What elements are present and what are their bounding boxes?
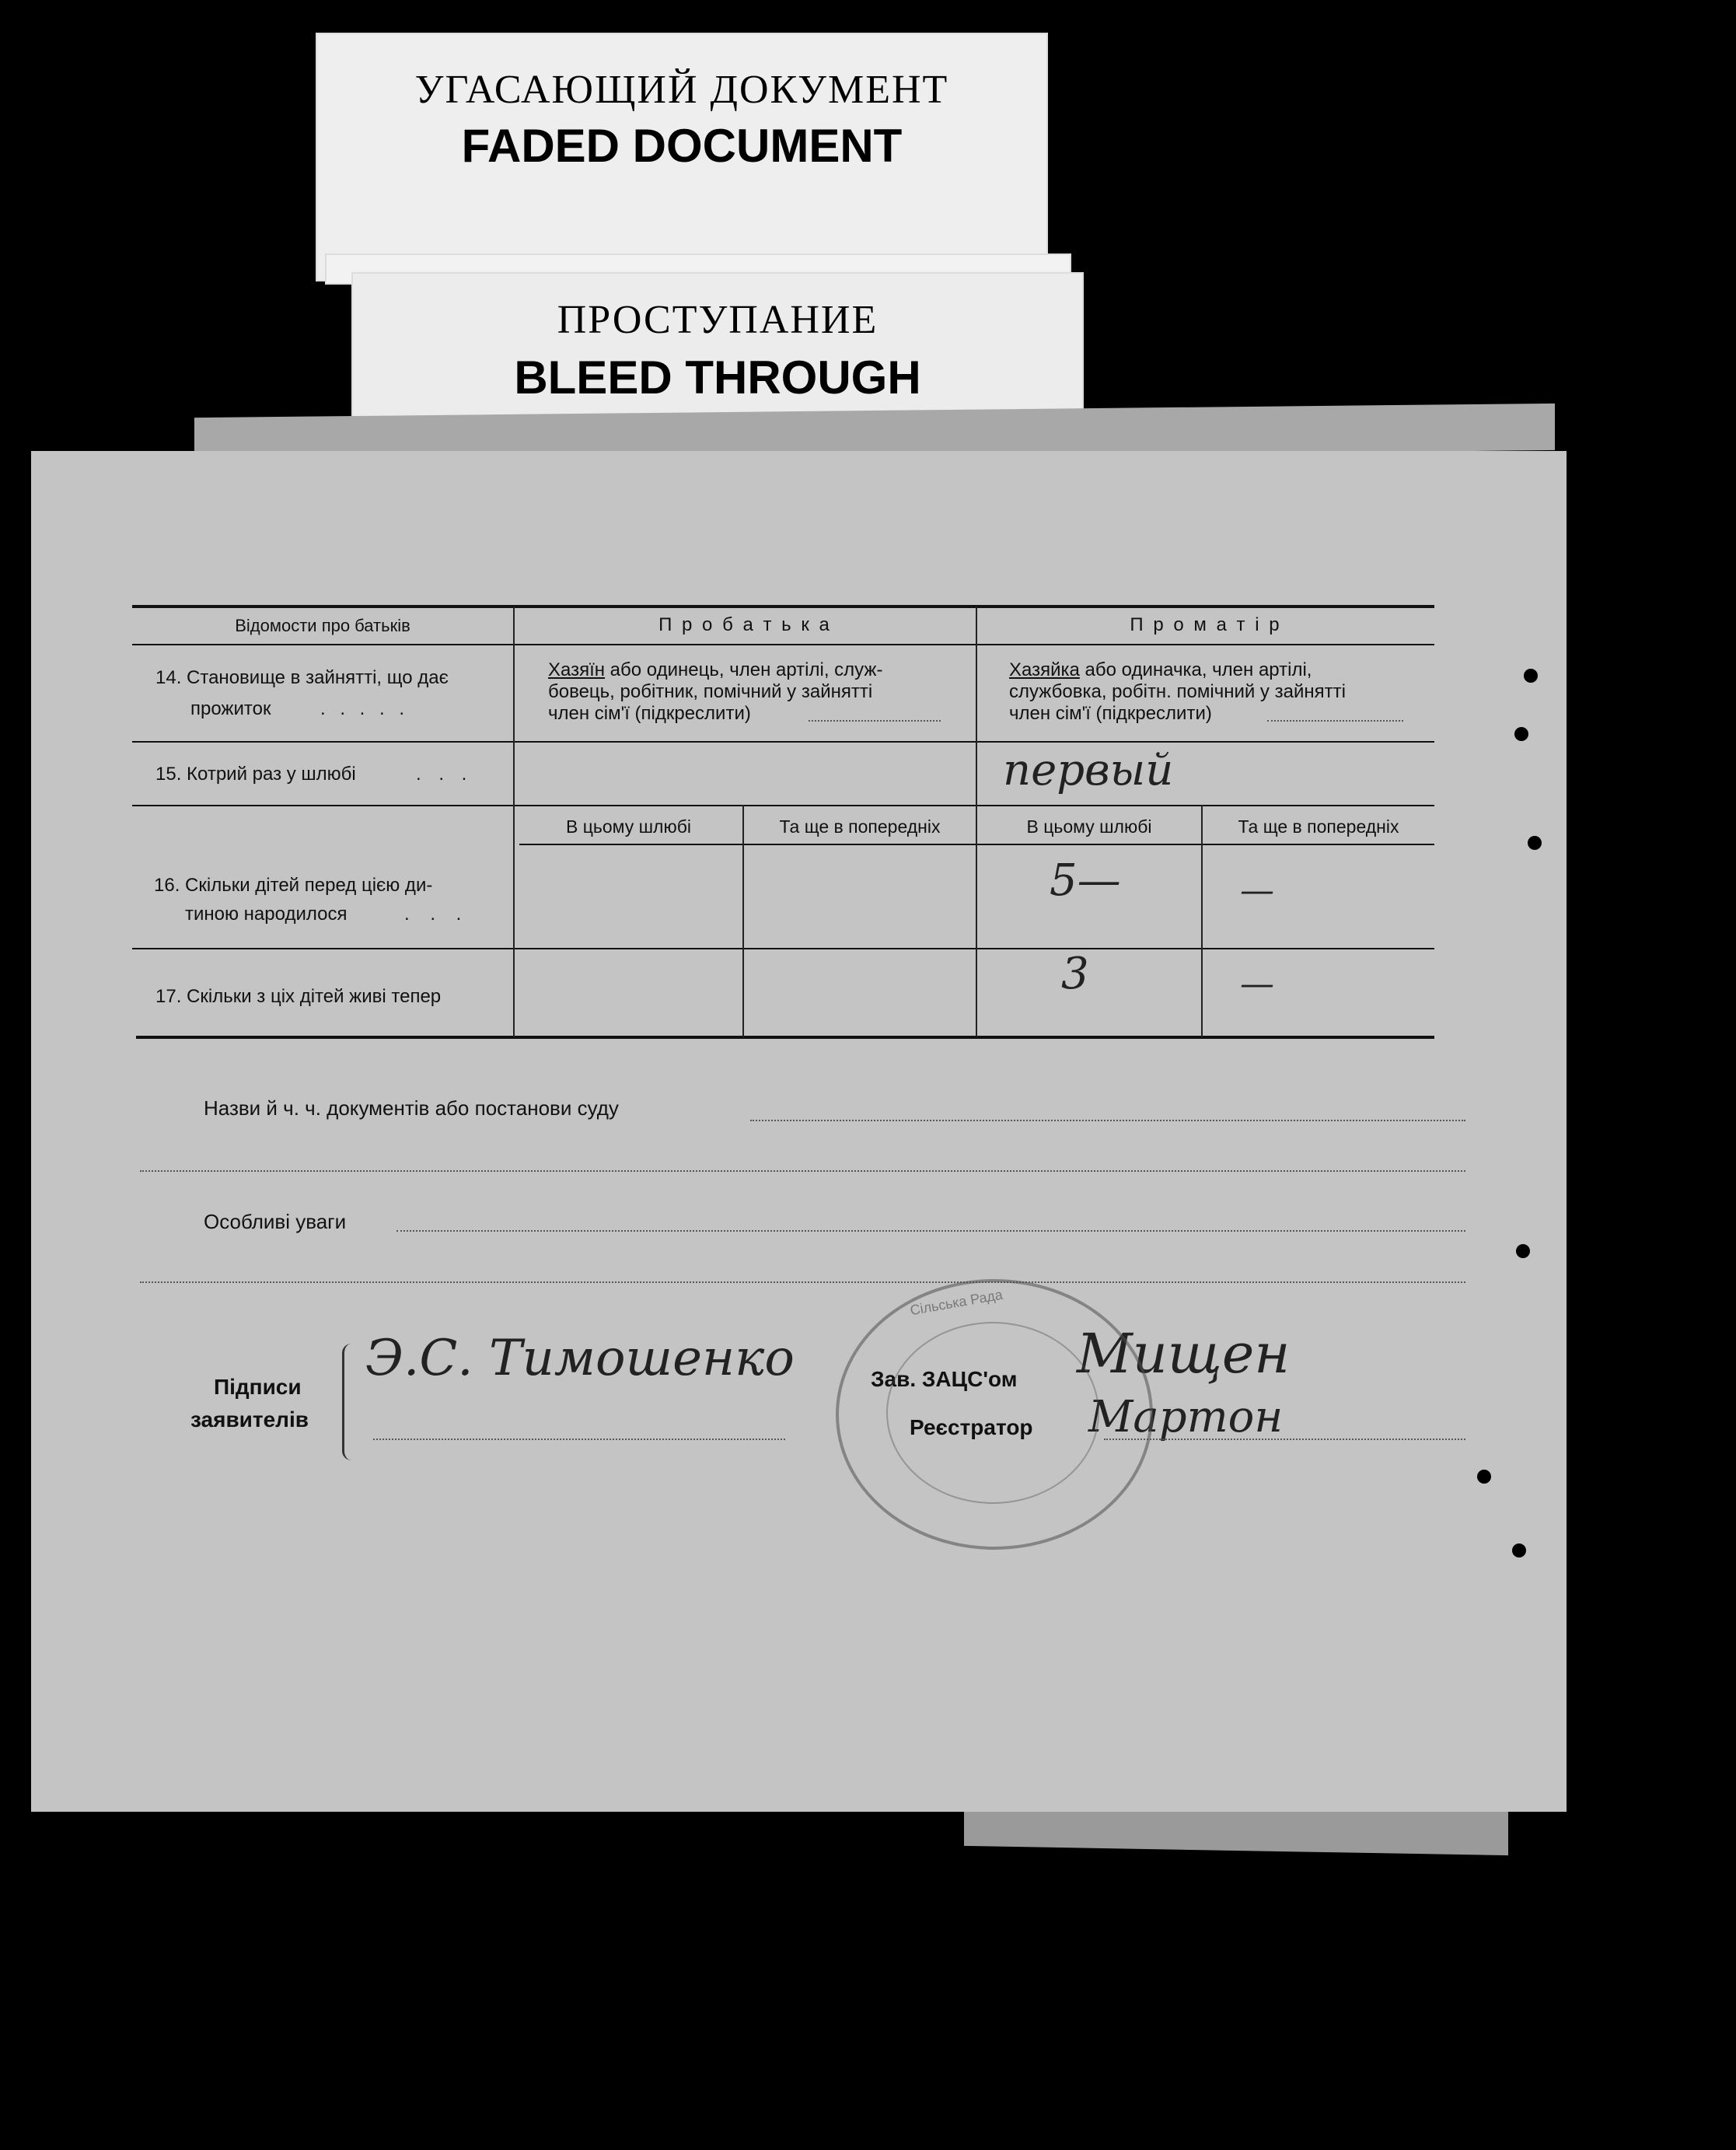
father-underlined-choice: Хазяїн [548,659,606,680]
bleed-through-label-en: BLEED THROUGH [514,351,921,404]
row16-mother-prev: — [1240,871,1274,911]
documents-dots-1 [750,1120,1465,1121]
binding-hole [1477,1470,1491,1484]
row15-label: 15. Котрий раз у шлюбі [155,764,356,785]
row14-father-line1 [548,659,882,681]
official-stamp-inner-ring [886,1322,1099,1504]
row15-mother-value: первый [1003,745,1174,795]
bleed-through-label-ru: ПРОСТУПАНИЕ [557,298,878,342]
table-top-rule [132,605,1434,608]
subheader-mother-prev: Та ще в попередніх [1238,816,1399,837]
father-line2-rest: , робітник, помічний у зайнятті [610,681,873,702]
faded-document-label-ru: УГАСАЮЩИЙ ДОКУМЕНТ [414,68,949,112]
subheader-father-prev: Та ще в попередніх [779,816,941,837]
father-dots [809,720,941,722]
row14-label: 14. Становище в зайнятті, що дає [155,667,449,688]
remarks-dots-2 [140,1281,1465,1283]
row14-label-2: прожиток [190,698,271,719]
binding-hole [1528,836,1542,850]
applicant-signature: Э.С. Тимошенко [365,1330,795,1387]
header-mother: П р о м а т і р [1130,614,1282,635]
col-divider-father [742,805,744,1037]
row17-mother-this: 3 [1061,949,1089,999]
mother-line2-start: службовка [1009,681,1102,702]
signature-brace [342,1344,360,1460]
col-divider-mother [1201,805,1203,1037]
table-bottom-rule [136,1036,1434,1039]
binding-hole [1524,669,1538,683]
registrar-dots [1104,1439,1465,1440]
remarks-label: Особливі уваги [204,1210,347,1233]
row14-mother-line2 [1009,681,1346,703]
row16-label-2: тиною народилося [185,904,348,925]
signatures-label-2: заявителів [190,1407,309,1432]
binding-hole [1516,1244,1530,1258]
row16-rule [132,948,1434,949]
registrar-signature: Мартон [1088,1392,1284,1442]
header-father: П р о б а т ь к а [658,614,832,635]
header-info: Відомости про батьків [235,616,410,635]
remarks-dots-1 [396,1230,1465,1232]
documents-dots-2 [140,1170,1465,1172]
row17-mother-prev: — [1240,964,1274,1004]
father-line2-start: бовець [548,681,610,702]
registrar-label: Реєстратор [910,1415,1033,1439]
row17-label: 17. Скільки з ціх дітей живі тепер [155,986,442,1007]
row16-mother-this: 5— [1050,855,1121,906]
binding-hole [1514,727,1528,741]
head-signature: Мищен [1077,1322,1291,1386]
documents-label: Назви й ч. ч. документів або постанови суду [204,1096,619,1120]
row14-dots: . . . . . [320,698,410,719]
row16-label: 16. Скільки дітей перед цією ди- [154,875,433,896]
head-label: Зав. ЗАЦС'ом [871,1367,1018,1391]
row14-mother-line1 [1009,659,1312,681]
table-header-rule [132,644,1434,645]
applicant-dots [373,1439,785,1440]
binding-hole [1512,1543,1526,1557]
faded-document-label-en: FADED DOCUMENT [461,120,903,172]
subheader-mother-this: В цьому шлюбі [1026,816,1152,837]
row14-father-line2 [548,681,872,703]
row16-dots: . . . [404,904,470,925]
document-page [31,451,1567,1812]
row15-dots: . . . [416,764,473,785]
mother-dots [1267,720,1403,722]
subheader-father-this: В цьому шлюбі [565,816,692,837]
row14-father-line3: член сім'ї (підкреслити) [548,703,751,724]
signatures-label: Підписи [214,1375,302,1399]
mother-line1-rest: або одиначка, член артілі, [1079,659,1312,680]
stamp-text: Сільська Рада [909,1286,1004,1319]
father-line1-rest: або одинець, член артілі, служ- [605,659,883,680]
mother-line2-rest: , робітн. помічний у зайнятті [1101,681,1346,702]
faded-document-card [316,33,1048,281]
row14-rule [132,741,1434,743]
mother-underlined-choice: Хазяйка [1009,659,1080,680]
row15-rule [132,805,1434,806]
row14-mother-line3: член сім'ї (підкреслити) [1009,703,1212,724]
